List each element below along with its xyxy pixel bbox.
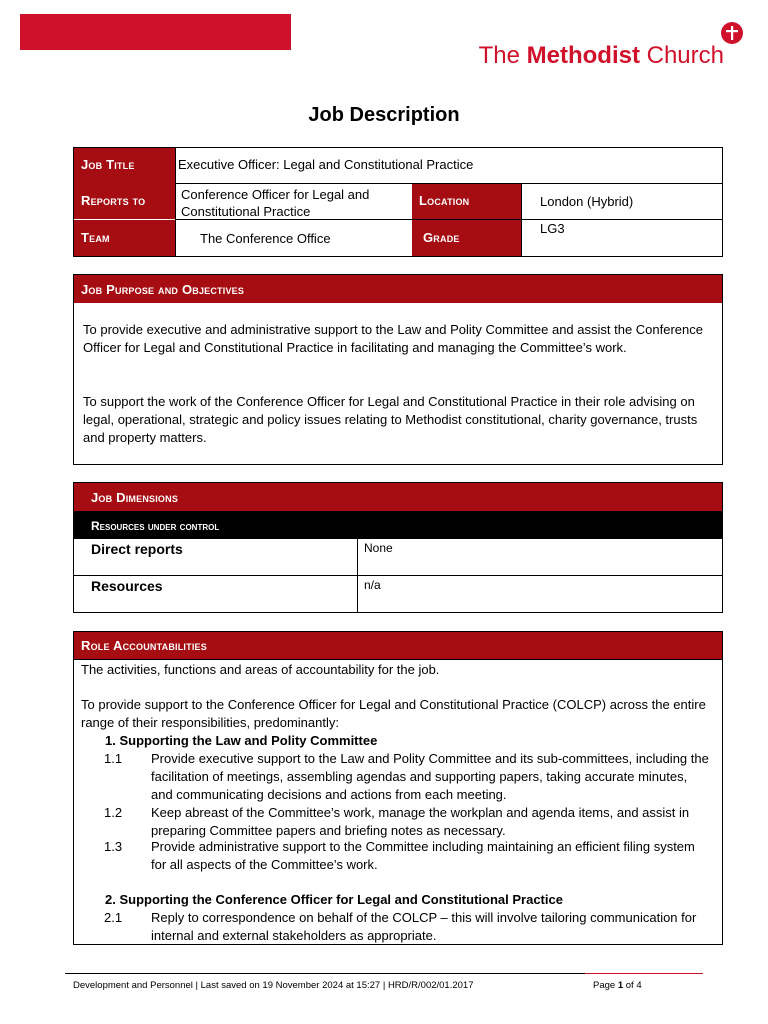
footer-document-info: Development and Personnel | Last saved on 19 November 2024 at 15:27 | HRD/R/002/01.2017 [73,980,474,991]
job-dimensions-section [73,482,723,613]
team-value: The Conference Office [200,231,331,246]
reports-to-value: Conference Officer for Legal and Constitutional Practice [181,187,370,219]
brand-logo-text: The Methodist Church [478,42,724,69]
dimension-label-direct-reports: Direct reports [91,541,183,557]
job-purpose-section [73,274,723,465]
job-summary-table [73,147,723,257]
section-1-title: 1. Supporting the Law and Polity Committee [105,733,378,748]
accountabilities-lead-in: To provide support to the Conference Officer for Legal and Constitutional Practice (COLCP) across the entire range of their responsibilities, predominantly: [81,697,706,730]
grade-label: Grade [412,220,521,256]
item-1-3-text: Provide administrative support to the Committee including maintaining an efficient filing system for all aspects of the Committee’s work. [151,839,695,872]
job-dimensions-heading: Job Dimensions [74,483,722,511]
divider [175,148,176,184]
role-accountabilities-heading: Role Accountabilities [74,632,722,659]
job-purpose-paragraph: To support the work of the Conference Officer for Legal and Constitutional Practice in their role advising on legal, operational, strategic and policy issues relating to Methodist constitutional, charity governance, trusts and property matters. [83,394,698,445]
dimension-label-resources: Resources [91,578,163,594]
section-2-title: 2. Supporting the Conference Officer for Legal and Constitutional Practice [105,892,563,907]
item-2-1-number: 2.1 [104,910,123,925]
location-value: London (Hybrid) [540,194,634,209]
role-accountabilities-section [73,631,723,945]
location-label: Location [412,184,521,219]
dimension-value-direct-reports: None [364,541,393,555]
team-label: Team [74,220,175,256]
divider [175,183,723,184]
dimension-value-resources: n/a [364,578,381,592]
item-1-3-number: 1.3 [104,839,123,854]
reports-to-label: Reports to [74,184,175,219]
divider [175,219,723,220]
resources-subheading: Resources under control [74,511,722,539]
footer-page-number: Page 1 of 4 [593,980,642,991]
job-purpose-heading: Job Purpose and Objectives [74,275,722,303]
item-1-1-number: 1.1 [104,751,123,766]
item-2-1-text: Reply to correspondence on behalf of the COLCP – this will involve tailoring communication for internal and external stakeholders as appropriate. [151,910,697,943]
header-red-bar [20,14,291,50]
job-purpose-paragraph: To provide executive and administrative support to the Law and Polity Committee and assist the Conference Officer for Legal and Constitutional Practice in facilitating and managing the Committee’s work. [83,322,704,355]
footer-rule-accent [585,973,703,974]
footer-rule [65,973,585,974]
job-title-label: Job Title [74,148,175,184]
job-title-value: Executive Officer: Legal and Constitutional Practice [178,157,474,172]
item-1-1-text: Provide executive support to the Law and Polity Committee and its sub-committees, including the facilitation of meetings, assembling agendas and supporting papers, taking accurate minutes, and communicating decisions and actions from each meeting. [151,751,709,802]
methodist-cross-flame-icon [721,22,743,44]
accountabilities-intro: The activities, functions and areas of accountability for the job. [81,662,440,677]
divider [74,575,722,576]
page-title: Job Description [308,104,460,126]
divider [175,184,176,256]
divider [74,659,722,660]
grade-value: LG3 [540,221,565,236]
item-1-2-text: Keep abreast of the Committee’s work, manage the workplan and agenda items, and assist in preparing Committee papers and briefing notes as necessary. [151,805,690,838]
divider [521,184,522,256]
item-1-2-number: 1.2 [104,805,123,820]
